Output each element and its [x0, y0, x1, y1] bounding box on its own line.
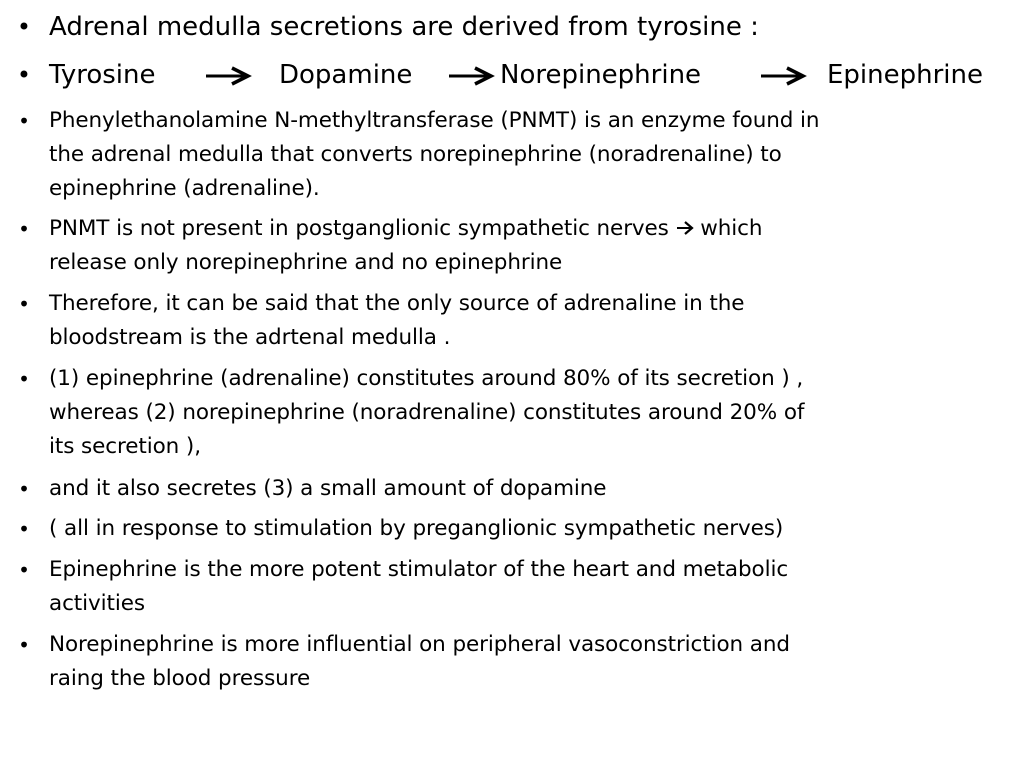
pathway-step-tyrosine: Tyrosine: [49, 60, 156, 90]
bullet-text-line: raing the blood pressure: [49, 666, 311, 691]
bullet-text-segment: which: [700, 216, 763, 241]
bullet-marker: •: [18, 517, 30, 541]
bullet-marker: •: [18, 217, 30, 241]
bullet-text-line: Epinephrine is the more potent stimulator of the heart and metabolic: [49, 557, 789, 582]
bullet-marker: •: [16, 61, 32, 89]
right-arrow-icon: [676, 220, 694, 236]
bullet-text-line: epinephrine (adrenaline).: [49, 176, 320, 201]
bullet-text: Adrenal medulla secretions are derived from tyrosine :: [49, 12, 759, 42]
bullet-text-line: [49, 212, 1014, 246]
bullet-text-line: whereas (2) norepinephrine (noradrenaline) constitutes around 20% of: [49, 400, 805, 425]
bullet-text-line: and it also secretes (3) a small amount of dopamine: [49, 476, 607, 501]
pathway-step-epinephrine: Epinephrine: [827, 60, 983, 90]
bullet-marker: •: [18, 367, 30, 391]
bullet-text-line: (1) epinephrine (adrenaline) constitutes around 80% of its secretion ) ,: [49, 366, 804, 391]
bullet-text-line: Phenylethanolamine N-methyltransferase (PNMT) is an enzyme found in: [49, 108, 820, 133]
bullet-text-line: release only norepinephrine and no epinephrine: [49, 250, 563, 275]
bullet-marker: •: [18, 558, 30, 582]
bullet-text-line: Norepinephrine is more influential on peripheral vasoconstriction and: [49, 632, 790, 657]
right-arrow-icon: [447, 65, 495, 87]
pathway-step-norepinephrine: Norepinephrine: [500, 60, 702, 90]
bullet-text-line: ( all in response to stimulation by preganglionic sympathetic nerves): [49, 516, 784, 541]
pathway-step-dopamine: Dopamine: [279, 60, 413, 90]
bullet-text-line: Therefore, it can be said that the only source of adrenaline in the: [49, 291, 745, 316]
bullet-marker: •: [18, 109, 30, 133]
bullet-text-line: activities: [49, 591, 145, 616]
bullet-marker: •: [18, 633, 30, 657]
bullet-text-line: its secretion ),: [49, 434, 201, 459]
right-arrow-icon: [204, 65, 252, 87]
bullet-marker: •: [18, 477, 30, 501]
bullet-marker: •: [16, 13, 32, 41]
bullet-text-line: bloodstream is the adrtenal medulla .: [49, 325, 451, 350]
bullet-text-segment: PNMT is not present in postganglionic sympathetic nerves: [49, 216, 669, 241]
right-arrow-icon: [759, 65, 807, 87]
bullet-marker: •: [18, 292, 30, 316]
bullet-text-line: the adrenal medulla that converts norepinephrine (noradrenaline) to: [49, 142, 782, 167]
